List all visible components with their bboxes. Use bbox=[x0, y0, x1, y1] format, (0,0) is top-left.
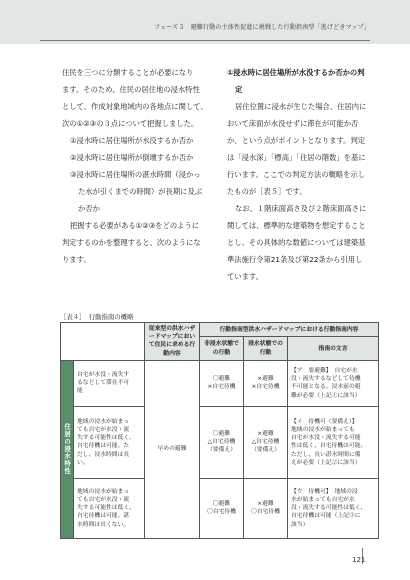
body-line: 居住位置に浸水が生じた場合、住居内に bbox=[235, 102, 367, 111]
table-cell-characteristic: 地域の浸水が始まっ ても自宅が水没・流 失する可能性は低く、 自宅待機は可能。た だし、浸水時間は長 い。 bbox=[74, 406, 145, 478]
running-header-title: フェーズ３ 避難行動の主体性促進に挑戦した行動指南型「逃げどきマップ」 bbox=[154, 24, 370, 31]
right-text-column bbox=[227, 64, 377, 285]
body-line: として、作成対象地域内の各地点に関して、 bbox=[62, 102, 208, 111]
body-line: ります。 bbox=[62, 255, 91, 264]
body-line: とし、その具体的な数値については建築基 bbox=[227, 238, 366, 247]
table-cell-message: 【ウ 待機可】 地域の浸 水が始まっても自宅が水 没・流失する可能性は低く、 自宅待機は可能（上記③に 該当） bbox=[288, 478, 379, 538]
body-line: 住民を三つに分類することが必要になり bbox=[62, 68, 194, 77]
body-line: は「浸水深」「標高」「住居の階数」を基に bbox=[227, 153, 366, 162]
guide-map-group-header: 行動指南型洪水ハザードマップにおける行動指南内容 bbox=[200, 323, 379, 337]
table-cell-before: 〇避難 ×自宅待機 bbox=[200, 360, 244, 406]
body-line: か、という点がポイントとなります。判定 bbox=[227, 136, 366, 145]
header-rule bbox=[40, 40, 370, 41]
table-cell-message: 【イ 待機可（要備え）】 地域の浸水が始まっても 自宅が水没・流失する可能 性は低く、自宅待機は可能。 ただし、長い湛水時間に備 えが必要（上記②に該当） bbox=[288, 406, 379, 478]
list-item-3-cont: た水が引くまでの時間）が長期に及ぶ bbox=[78, 187, 203, 196]
body-line: なお、１階床面高さ及び２階床面高さに bbox=[235, 204, 367, 213]
body-line: 準法施行令第21条及び第22条から引用し bbox=[227, 255, 363, 264]
body-line: たものが［表５］です。 bbox=[227, 187, 307, 196]
left-text-column bbox=[62, 64, 212, 268]
conventional-map-header: 従来型の洪水ハザードマップにおいて住民に求める行動内容 bbox=[145, 323, 200, 361]
blank-corner-cell bbox=[61, 323, 145, 361]
header-during-flood: 浸水状態での行動 bbox=[244, 337, 288, 360]
table-cell-during: ×避難 △自宅待機 （要備え） bbox=[244, 406, 288, 478]
body-line: ます。そのため、住民の居住地の浸水特性 bbox=[62, 85, 200, 94]
body-line: 把握する必要がある①②③をどのように bbox=[70, 221, 200, 230]
row-group-label: 住居の浸水特性 bbox=[61, 360, 74, 538]
list-item-1: ①浸水時に居住場所が水没するか否か bbox=[70, 136, 194, 145]
table-cell-before: 〇避難 △自宅待機 （要備え） bbox=[200, 406, 244, 478]
body-line: 行います。ここでの判定方法の概略を示し bbox=[227, 170, 366, 179]
table-cell-conventional-action: 早めの避難 bbox=[145, 360, 200, 538]
list-item-2: ②浸水時に居住場所が倒壊するか否か bbox=[70, 153, 194, 162]
header-guide-message: 指南の文言 bbox=[288, 337, 379, 360]
page-number: 121 bbox=[352, 556, 366, 564]
list-item-3-cont: か否か bbox=[78, 204, 100, 213]
table-cell-during: ×避難 ×自宅待機 bbox=[244, 360, 288, 406]
table-cell-during: ×避難 〇自宅待機 bbox=[244, 478, 288, 538]
table-cell-characteristic: 自宅が水没・流失す るなどして滞在不可 能 bbox=[74, 360, 145, 406]
body-line: ています。 bbox=[227, 272, 263, 281]
table-cell-characteristic: 地域の浸水が始まっ ても自宅が水没・流 失する可能性は低く、 自宅待機は可能。湛 水時間は長くない。 bbox=[74, 478, 145, 538]
section-heading: ①浸水時に居住場所が水没するか否かの判 bbox=[227, 68, 365, 77]
action-guide-table bbox=[60, 322, 379, 539]
body-line: おいて床面が水没せずに滞在が可能か否 bbox=[227, 119, 359, 128]
table-cell-before: 〇避難 〇自宅待機 bbox=[200, 478, 244, 538]
table-caption: ［表４］ 行動指南の概略 bbox=[60, 313, 134, 321]
body-line: 次の①②③の３点について把握しました。 bbox=[62, 119, 199, 128]
table-cell-message: 【ア 要避難】 自宅が水 没・流失するなどして待機 不可能となる。浸水前の避 難が必要（上記①に該当） bbox=[288, 360, 379, 406]
section-heading-cont: 定 bbox=[235, 85, 243, 94]
body-line: 判定するのかを整理すると、次のようにな bbox=[62, 238, 201, 247]
body-line: 関しては、標準的な建築物を想定すること bbox=[227, 221, 366, 230]
header-before-flood: 非浸水状態での行動 bbox=[200, 337, 244, 360]
list-item-3: ③浸水時に居住場所の湛水時間（浸かっ bbox=[70, 170, 201, 179]
